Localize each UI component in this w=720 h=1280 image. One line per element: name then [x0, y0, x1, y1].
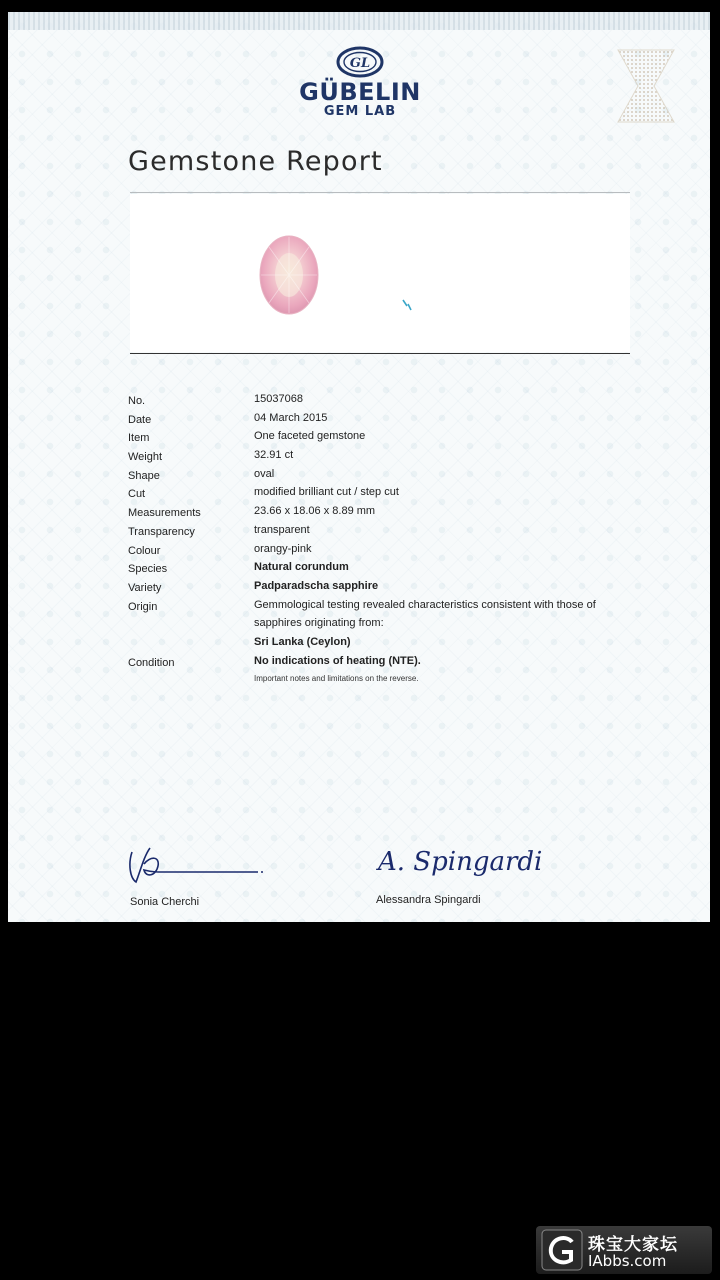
spec-label: Origin — [128, 600, 158, 613]
spec-label: No. — [128, 395, 146, 407]
spec-value: 23.66 x 18.06 x 8.89 mm — [254, 505, 376, 518]
spec-label: Condition — [128, 656, 175, 669]
spec-value: modified brilliant cut / step cut — [254, 486, 399, 499]
gemstone-report-sheet — [8, 12, 710, 922]
signatory-right-name: Alessandra Spingardi — [376, 894, 481, 906]
spec-row-cut — [128, 485, 648, 504]
forum-name: 珠宝大家坛 — [588, 1235, 678, 1255]
spec-value: One faceted gemstone — [254, 430, 366, 443]
spec-value: Sri Lanka (Ceylon) — [254, 635, 351, 648]
spec-label: Shape — [128, 469, 160, 482]
spec-row-measurements — [128, 504, 648, 523]
g-logo-icon — [540, 1228, 584, 1272]
logo-monogram: GL — [349, 56, 371, 71]
forum-watermark-badge — [536, 1226, 712, 1274]
signature-right — [374, 840, 574, 884]
spec-label: Date — [128, 413, 152, 426]
forum-url: IAbbs.com — [588, 1252, 667, 1270]
reverse-note: Important notes and limitations on the reverse. — [254, 674, 419, 683]
spec-row-origin-country — [128, 635, 648, 654]
spec-row-date — [128, 411, 648, 430]
spec-label: Cut — [128, 488, 146, 501]
spec-label: Transparency — [128, 525, 195, 538]
spec-row-shape — [128, 467, 648, 486]
spec-row-colour — [128, 542, 648, 561]
page-title: Gemstone Report — [128, 146, 383, 177]
spec-value: 04 March 2015 — [254, 411, 328, 424]
title-divider — [130, 192, 630, 193]
gl-monogram-icon — [270, 46, 450, 80]
gubelin-logo — [270, 46, 450, 120]
spec-row-variety — [128, 579, 648, 598]
brand-sub: GEM LAB — [323, 104, 397, 119]
brand-name: GÜBELIN — [299, 78, 421, 106]
gemstone-photo — [130, 194, 630, 352]
spec-value: sapphires originating from: — [254, 617, 384, 630]
spec-row-origin — [128, 598, 648, 617]
spec-value: No indications of heating (NTE). — [254, 654, 421, 667]
spec-value: orangy-pink — [254, 542, 312, 555]
spec-label: Item — [128, 432, 150, 445]
spec-label: Species — [128, 563, 168, 576]
spec-value: Gemmological testing revealed characteristics consistent with those of — [254, 598, 596, 611]
hologram-watermark-icon — [614, 46, 678, 126]
spec-label: Measurements — [128, 507, 201, 520]
sparkle-icon — [400, 298, 414, 312]
photo-divider — [130, 353, 630, 354]
gemstone-image — [258, 234, 320, 316]
spec-value: transparent — [254, 523, 310, 536]
signature-left — [126, 842, 266, 886]
spec-value: Natural corundum — [254, 561, 349, 574]
spec-row-species — [128, 560, 648, 579]
spec-value: 32.91 ct — [254, 449, 294, 462]
spec-label: Colour — [128, 544, 161, 557]
spec-value: 15037068 — [254, 393, 303, 405]
spec-row-condition — [128, 654, 648, 673]
signature-right-script: A. Spingardi — [378, 847, 543, 877]
spec-value: oval — [254, 467, 275, 480]
signatory-left-name: Sonia Cherchi — [130, 896, 200, 908]
specification-table — [128, 392, 648, 672]
spec-row-weight — [128, 448, 648, 467]
spec-row-number — [128, 392, 648, 411]
spec-row-item — [128, 429, 648, 448]
spec-label: Variety — [128, 581, 162, 594]
spec-row-origin-cont — [128, 616, 648, 635]
spec-value: Padparadscha sapphire — [254, 579, 379, 592]
spec-label: Weight — [128, 451, 163, 464]
spec-row-transparency — [128, 523, 648, 542]
security-band — [8, 12, 710, 30]
